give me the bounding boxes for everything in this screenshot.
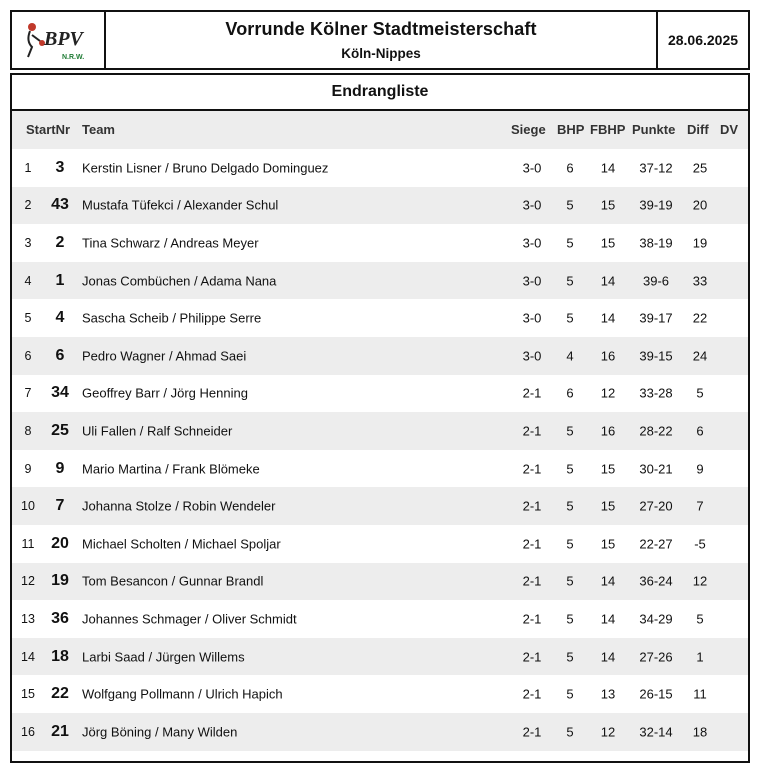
document-header: [10, 10, 750, 70]
cell-rank: 10: [21, 499, 35, 514]
cell-fbhp: 13: [600, 686, 616, 702]
cell-rank: 9: [24, 461, 32, 476]
cell-fbhp: 14: [600, 273, 616, 289]
cell-siege: 3-0: [522, 160, 542, 176]
cell-fbhp: 12: [600, 385, 616, 401]
cell-team: Johannes Schmager / Oliver Schmidt: [82, 611, 297, 627]
section-title: Endrangliste: [12, 75, 748, 111]
ranking-table: [10, 73, 750, 763]
logo-text: BPV: [44, 28, 83, 50]
cell-team: Geoffrey Barr / Jörg Henning: [82, 385, 248, 401]
table-row: [12, 187, 748, 225]
cell-punkte: 32-14: [639, 724, 673, 740]
title-block: [106, 12, 658, 68]
cell-startnr: 34: [51, 384, 69, 402]
cell-startnr: 7: [55, 497, 65, 515]
cell-team: Mustafa Tüfekci / Alexander Schul: [82, 197, 279, 213]
bpv-logo-icon: [18, 15, 98, 65]
table-row: [12, 224, 748, 262]
cell-siege: 2-1: [522, 461, 542, 477]
cell-punkte: 26-15: [639, 686, 673, 702]
cell-fbhp: 15: [600, 235, 616, 251]
cell-rank: 4: [24, 273, 32, 288]
cell-bhp: 5: [566, 197, 574, 213]
cell-punkte: 39-19: [639, 197, 673, 213]
cell-siege: 2-1: [522, 385, 542, 401]
col-startnr: StartNr: [26, 122, 71, 137]
table-row: [12, 337, 748, 375]
col-bhp: BHP: [557, 122, 585, 137]
cell-rank: 11: [21, 536, 35, 551]
cell-siege: 2-1: [522, 536, 542, 552]
table-row: [12, 412, 748, 450]
cell-siege: 2-1: [522, 649, 542, 665]
cell-startnr: 19: [51, 572, 69, 590]
cell-punkte: 33-28: [639, 385, 673, 401]
col-diff: Diff: [687, 122, 709, 137]
table-header: [12, 111, 748, 149]
table-row: [12, 713, 748, 751]
cell-diff: 1: [696, 649, 704, 665]
cell-bhp: 5: [566, 423, 574, 439]
cell-bhp: 5: [566, 498, 574, 514]
cell-team: Kerstin Lisner / Bruno Delgado Dominguez: [82, 160, 329, 176]
cell-team: Sascha Scheib / Philippe Serre: [82, 310, 262, 326]
cell-team: Michael Scholten / Michael Spoljar: [82, 536, 281, 552]
cell-siege: 3-0: [522, 235, 542, 251]
col-team: Team: [82, 122, 115, 137]
cell-startnr: 3: [55, 158, 65, 176]
cell-team: Jörg Böning / Many Wilden: [82, 724, 238, 740]
cell-siege: 3-0: [522, 273, 542, 289]
cell-punkte: 39-6: [642, 273, 670, 289]
col-fbhp: FBHP: [590, 122, 626, 137]
cell-diff: 5: [696, 611, 704, 627]
cell-rank: 3: [24, 235, 32, 250]
cell-startnr: 4: [55, 309, 65, 327]
page-subtitle: Köln-Nippes: [341, 46, 421, 61]
cell-siege: 2-1: [522, 423, 542, 439]
col-dv: DV: [720, 122, 739, 137]
cell-bhp: 5: [566, 573, 574, 589]
cell-diff: 19: [692, 235, 708, 251]
cell-startnr: 20: [51, 534, 69, 552]
cell-punkte: 27-26: [639, 649, 673, 665]
cell-bhp: 5: [566, 310, 574, 326]
table-row: [12, 299, 748, 337]
cell-bhp: 5: [566, 273, 574, 289]
cell-punkte: 27-20: [639, 498, 673, 514]
cell-fbhp: 16: [600, 348, 616, 364]
cell-punkte: 38-19: [639, 235, 673, 251]
cell-fbhp: 15: [600, 498, 616, 514]
cell-startnr: 25: [51, 421, 69, 439]
cell-punkte: 39-17: [639, 310, 673, 326]
cell-siege: 2-1: [522, 724, 542, 740]
cell-rank: 2: [24, 198, 32, 213]
cell-bhp: 5: [566, 611, 574, 627]
cell-diff: 6: [696, 423, 704, 439]
cell-team: Johanna Stolze / Robin Wendeler: [82, 498, 276, 514]
cell-punkte: 22-27: [639, 536, 673, 552]
cell-rank: 15: [21, 687, 35, 702]
table-row: [12, 487, 748, 525]
cell-diff: 7: [696, 498, 704, 514]
cell-bhp: 6: [566, 385, 574, 401]
cell-team: Pedro Wagner / Ahmad Saei: [82, 348, 247, 364]
cell-bhp: 5: [566, 235, 574, 251]
cell-fbhp: 15: [600, 461, 616, 477]
cell-fbhp: 14: [600, 160, 616, 176]
cell-rank: 13: [21, 611, 35, 626]
table-row: [12, 600, 748, 638]
cell-punkte: 39-15: [639, 348, 673, 364]
cell-punkte: 36-24: [639, 573, 673, 589]
cell-rank: 7: [24, 386, 32, 401]
cell-bhp: 5: [566, 724, 574, 740]
cell-bhp: 5: [566, 686, 574, 702]
cell-team: Tom Besancon / Gunnar Brandl: [82, 573, 264, 589]
cell-team: Wolfgang Pollmann / Ulrich Hapich: [82, 686, 283, 702]
cell-startnr: 22: [51, 685, 69, 703]
cell-punkte: 34-29: [639, 611, 673, 627]
cell-startnr: 36: [51, 609, 69, 627]
cell-diff: 9: [696, 461, 704, 477]
cell-startnr: 9: [55, 459, 65, 477]
cell-rank: 14: [21, 649, 35, 664]
table-row: [12, 563, 748, 601]
cell-diff: 5: [696, 385, 704, 401]
cell-startnr: 18: [51, 647, 69, 665]
cell-punkte: 30-21: [639, 461, 673, 477]
cell-team: Uli Fallen / Ralf Schneider: [82, 423, 233, 439]
cell-siege: 3-0: [522, 310, 542, 326]
cell-bhp: 4: [566, 348, 574, 364]
cell-fbhp: 14: [600, 573, 616, 589]
cell-rank: 1: [24, 160, 32, 175]
cell-diff: 18: [692, 724, 708, 740]
cell-fbhp: 16: [600, 423, 616, 439]
cell-fbhp: 12: [600, 724, 616, 740]
page-title: Vorrunde Kölner Stadtmeisterschaft: [225, 19, 537, 39]
cell-punkte: 28-22: [639, 423, 673, 439]
event-date: 28.06.2025: [667, 32, 739, 48]
table-row: [12, 638, 748, 676]
cell-punkte: 37-12: [639, 160, 673, 176]
cell-team: Mario Martina / Frank Blömeke: [82, 461, 260, 477]
cell-rank: 6: [24, 348, 32, 363]
cell-rank: 12: [21, 574, 35, 589]
col-punkte: Punkte: [632, 122, 676, 137]
cell-bhp: 5: [566, 461, 574, 477]
cell-siege: 2-1: [522, 498, 542, 514]
cell-team: Larbi Saad / Jürgen Willems: [82, 649, 245, 665]
cell-fbhp: 15: [600, 536, 616, 552]
logo: [12, 12, 106, 68]
cell-fbhp: 14: [600, 611, 616, 627]
table-row: [12, 262, 748, 300]
cell-startnr: 43: [51, 196, 69, 214]
table-row: [12, 525, 748, 563]
cell-siege: 3-0: [522, 197, 542, 213]
cell-fbhp: 14: [600, 310, 616, 326]
cell-bhp: 5: [566, 649, 574, 665]
cell-diff: 20: [692, 197, 708, 213]
cell-diff: 12: [692, 573, 708, 589]
cell-team: Jonas Combüchen / Adama Nana: [82, 273, 277, 289]
cell-diff: 11: [693, 686, 707, 702]
col-siege: Siege: [511, 122, 546, 137]
cell-diff: 33: [692, 273, 708, 289]
cell-bhp: 5: [566, 536, 574, 552]
cell-rank: 5: [24, 311, 32, 326]
logo-subtext: N.R.W.: [62, 54, 85, 61]
cell-siege: 2-1: [522, 611, 542, 627]
cell-diff: 24: [692, 348, 708, 364]
cell-fbhp: 15: [600, 197, 616, 213]
cell-fbhp: 14: [600, 649, 616, 665]
cell-diff: 25: [692, 160, 708, 176]
table-row: [12, 450, 748, 488]
cell-team: Tina Schwarz / Andreas Meyer: [82, 235, 259, 251]
cell-startnr: 21: [51, 722, 69, 740]
cell-siege: 2-1: [522, 686, 542, 702]
cell-rank: 8: [24, 423, 32, 438]
cell-diff: 22: [692, 310, 708, 326]
cell-diff: -5: [694, 536, 706, 552]
cell-startnr: 2: [55, 233, 65, 251]
table-row: [12, 149, 748, 187]
cell-siege: 3-0: [522, 348, 542, 364]
cell-startnr: 1: [55, 271, 65, 289]
cell-siege: 2-1: [522, 573, 542, 589]
cell-bhp: 6: [566, 160, 574, 176]
table-row: [12, 675, 748, 713]
table-row: [12, 375, 748, 413]
cell-rank: 16: [21, 724, 35, 739]
cell-startnr: 6: [55, 346, 65, 364]
